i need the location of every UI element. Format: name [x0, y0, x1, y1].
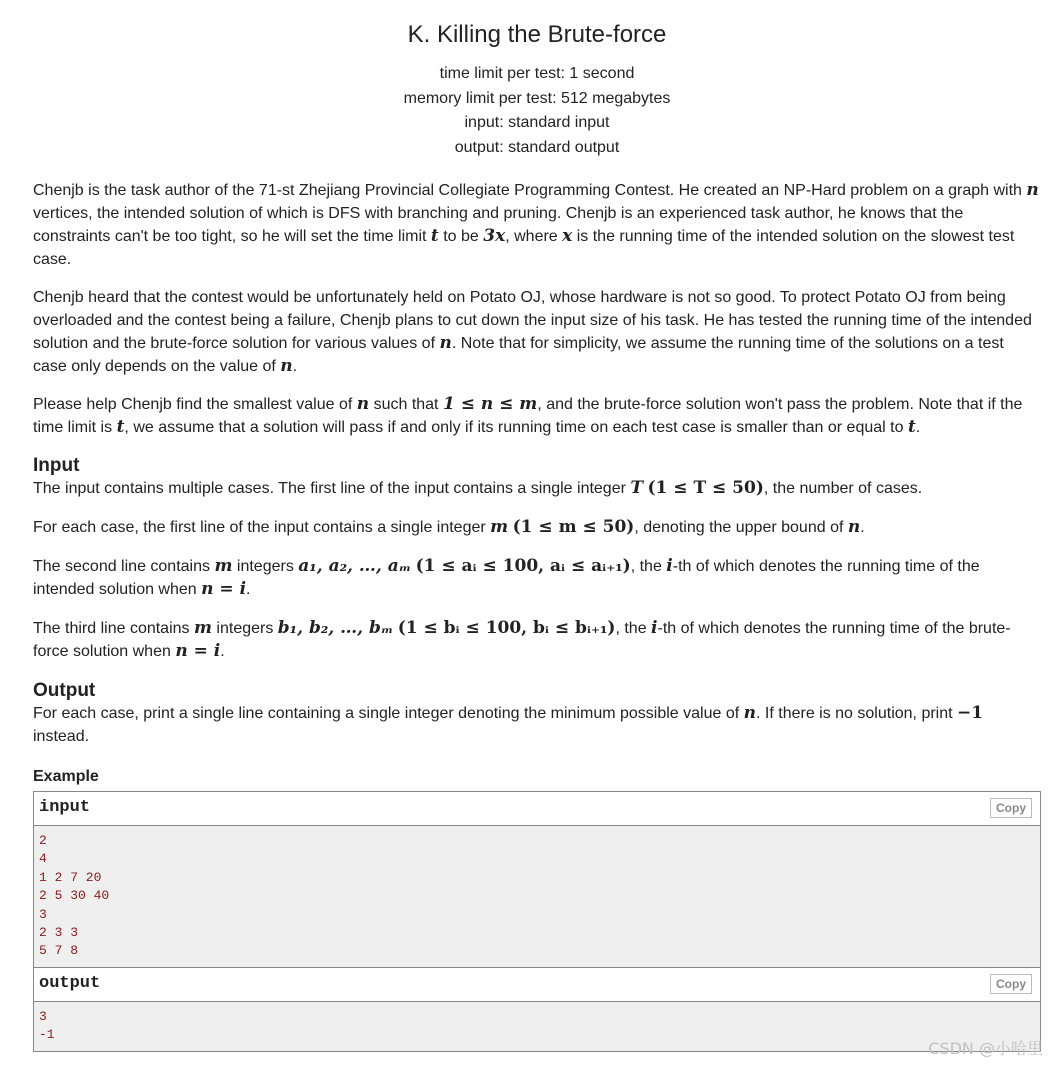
input-file: input: standard input — [464, 114, 610, 131]
statement-paragraph-2: Chenjb heard that the contest would be unfortunately held on Potato OJ, whose hardware is not so good. To protect Potato OJ from being overloaded and the contest being a failure, Chenjb plans to cut down the input size of his task. He has tested the running time of the intended solution and the brute-force solution for various values of n. Note that for simplicity, we assume the running time of the solutions on a test case only depends on the value of n. — [33, 289, 1032, 376]
sample-input-text: 2 4 1 2 7 20 2 5 30 40 3 2 3 3 5 7 8 — [34, 826, 1040, 968]
sample-tests — [33, 791, 1041, 1052]
csdn-watermark: CSDN @小哈里 — [928, 1039, 1043, 1058]
example-title: Example — [33, 768, 99, 785]
copy-input-button[interactable]: Copy — [990, 798, 1032, 818]
input-paragraph-1: The input contains multiple cases. The first line of the input contains a single integer T (1 ≤ T ≤ 50), the number of cases. — [33, 478, 923, 498]
output-specification — [33, 679, 1041, 748]
input-section-title: Input — [33, 455, 80, 476]
problem-page — [33, 0, 1041, 1052]
input-paragraph-4: The third line contains m integers b₁, b₂, …, bₘ (1 ≤ bᵢ ≤ 100, bᵢ ≤ bᵢ₊₁), the i-th of which denotes the running time of the brute-force solution when n = i. — [33, 618, 1011, 661]
copy-output-button[interactable]: Copy — [990, 974, 1032, 994]
output-file: output: standard output — [454, 138, 620, 156]
input-paragraph-2: For each case, the first line of the input contains a single integer m (1 ≤ m ≤ 50), denoting the upper bound of n. — [33, 517, 865, 537]
sample-output-text: 3 -1 — [34, 1002, 1040, 1051]
problem-title: K. Killing the Brute-force — [407, 21, 667, 48]
statement-paragraph-3: Please help Chenjb find the smallest value of n such that 1 ≤ n ≤ m, and the brute-force solution won't pass the problem. Note that if the time limit is t, we assume that a solution will pass if and only if its running time on each test case is smaller than or equal to t. — [33, 394, 1023, 437]
input-paragraph-3: The second line contains m integers a₁, a₂, …, aₘ (1 ≤ aᵢ ≤ 100, aᵢ ≤ aᵢ₊₁), the i-th of which denotes the running time of the intended solution when n = i. — [33, 556, 980, 599]
problem-header — [33, 20, 1041, 160]
input-specification — [33, 454, 1041, 663]
statement-paragraph-1: Chenjb is the task author of the 71-st Zhejiang Provincial Collegiate Programming Contest. He created an NP-Hard problem on a graph with n vertices, the intended solution of which is DFS with branching and pruning. Chenjb is an experienced task author, he knows that the constraints can't be too tight, so he will set the time limit t to be 3x, where x is the running time of the intended solution on the slowest test case. — [33, 180, 1039, 268]
time-limit: time limit per test: 1 second — [439, 65, 635, 82]
sample-output-header — [34, 968, 1040, 1002]
problem-statement — [33, 179, 1041, 439]
sample-input-header — [34, 792, 1040, 826]
output-paragraph-1: For each case, print a single line containing a single integer denoting the minimum possible value of n. If there is no solution, print −1 instead. — [33, 703, 984, 745]
sample-output-label: output — [39, 973, 101, 993]
sample-input-label: input — [39, 798, 91, 817]
memory-limit: memory limit per test: 512 megabytes — [403, 89, 671, 107]
output-section-title: Output — [33, 680, 96, 701]
